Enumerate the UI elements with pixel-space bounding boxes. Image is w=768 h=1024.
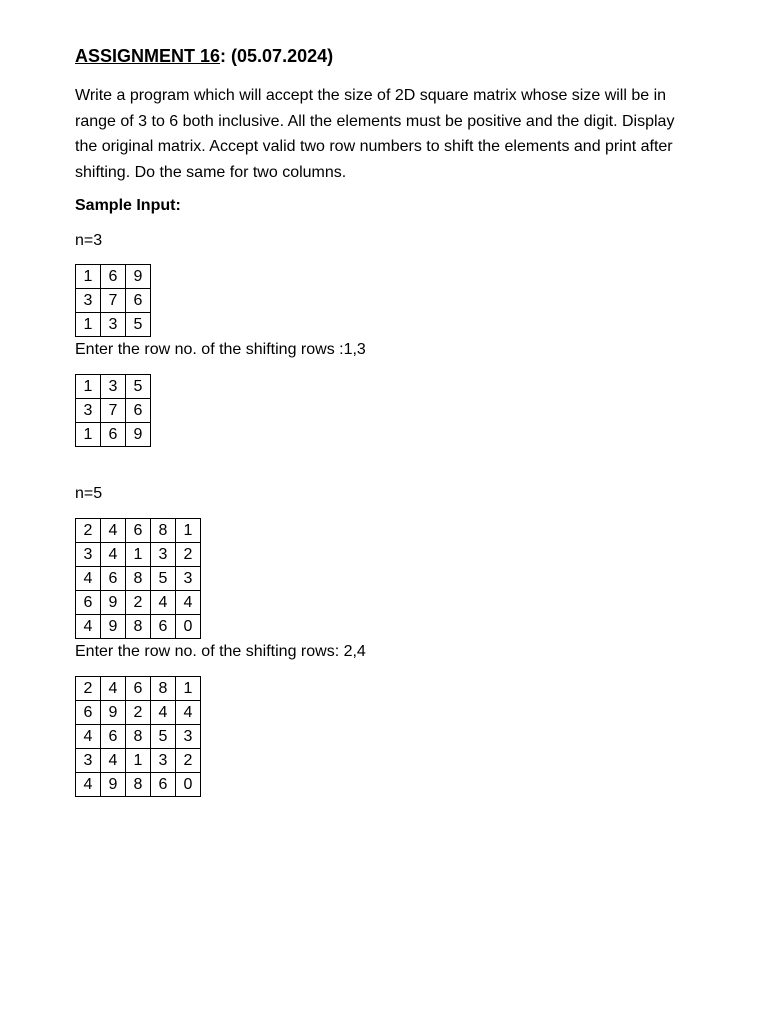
matrix-row xyxy=(76,773,201,797)
matrix-row xyxy=(76,313,151,337)
matrix-cell: 4 xyxy=(76,773,101,797)
matrix-row xyxy=(76,677,201,701)
matrix-cell: 3 xyxy=(101,313,126,337)
matrix-cell: 3 xyxy=(176,725,201,749)
matrix-cell: 3 xyxy=(176,567,201,591)
matrix-cell: 1 xyxy=(76,313,101,337)
assignment-title xyxy=(75,46,333,67)
matrix-cell: 2 xyxy=(176,543,201,567)
matrix-cell: 3 xyxy=(151,749,176,773)
matrix-cell: 6 xyxy=(101,725,126,749)
matrix-cell: 6 xyxy=(151,615,176,639)
matrix-cell: 9 xyxy=(126,423,151,447)
example1-shifted-matrix xyxy=(75,374,151,447)
example2-shift-prompt: Enter the row no. of the shifting rows: 2,4 xyxy=(75,643,366,660)
matrix-cell: 1 xyxy=(126,749,151,773)
matrix-cell: 3 xyxy=(76,543,101,567)
matrix-cell: 2 xyxy=(76,519,101,543)
matrix-cell: 3 xyxy=(101,375,126,399)
matrix-cell: 8 xyxy=(126,773,151,797)
matrix-cell: 4 xyxy=(151,591,176,615)
matrix-cell: 8 xyxy=(126,567,151,591)
matrix-cell: 5 xyxy=(151,567,176,591)
matrix-cell: 4 xyxy=(76,725,101,749)
matrix-cell: 2 xyxy=(126,701,151,725)
matrix-cell: 9 xyxy=(101,591,126,615)
matrix-cell: 4 xyxy=(101,543,126,567)
matrix-cell: 3 xyxy=(76,749,101,773)
matrix-row xyxy=(76,519,201,543)
example1-shift-prompt: Enter the row no. of the shifting rows :1,3 xyxy=(75,341,366,358)
example1-n-label: n=3 xyxy=(75,232,103,249)
matrix-row xyxy=(76,725,201,749)
matrix-cell: 4 xyxy=(151,701,176,725)
matrix-cell: 3 xyxy=(76,399,101,423)
matrix-cell: 6 xyxy=(126,289,151,313)
matrix-cell: 6 xyxy=(76,591,101,615)
assignment-title-date: : (05.07.2024) xyxy=(220,46,334,66)
matrix-cell: 6 xyxy=(126,519,151,543)
matrix-cell: 1 xyxy=(176,677,201,701)
matrix-cell: 1 xyxy=(76,265,101,289)
example2-original-matrix xyxy=(75,518,201,639)
matrix-cell: 9 xyxy=(101,773,126,797)
matrix-row xyxy=(76,265,151,289)
matrix-cell: 4 xyxy=(101,677,126,701)
matrix-row xyxy=(76,423,151,447)
matrix-cell: 4 xyxy=(76,615,101,639)
matrix-cell: 1 xyxy=(176,519,201,543)
matrix-cell: 2 xyxy=(126,591,151,615)
matrix-cell: 4 xyxy=(101,749,126,773)
sample-input-label: Sample Input: xyxy=(75,197,181,214)
matrix-cell: 8 xyxy=(151,519,176,543)
matrix-cell: 2 xyxy=(176,749,201,773)
matrix-row xyxy=(76,701,201,725)
matrix-cell: 6 xyxy=(126,399,151,423)
matrix-cell: 3 xyxy=(76,289,101,313)
assignment-title-number: ASSIGNMENT 16 xyxy=(75,46,221,66)
example2-shifted-matrix xyxy=(75,676,201,797)
matrix-cell: 4 xyxy=(176,591,201,615)
matrix-row xyxy=(76,615,201,639)
matrix-row xyxy=(76,289,151,313)
example1-original-matrix xyxy=(75,264,151,337)
matrix-cell: 7 xyxy=(101,399,126,423)
matrix-row xyxy=(76,543,201,567)
matrix-row xyxy=(76,749,201,773)
matrix-cell: 3 xyxy=(151,543,176,567)
matrix-cell: 1 xyxy=(76,423,101,447)
matrix-cell: 9 xyxy=(101,701,126,725)
matrix-cell: 5 xyxy=(126,313,151,337)
matrix-cell: 8 xyxy=(126,615,151,639)
matrix-cell: 8 xyxy=(126,725,151,749)
matrix-cell: 5 xyxy=(126,375,151,399)
matrix-cell: 9 xyxy=(126,265,151,289)
matrix-cell: 1 xyxy=(76,375,101,399)
matrix-row xyxy=(76,567,201,591)
example2-n-label: n=5 xyxy=(75,485,103,502)
matrix-cell: 6 xyxy=(76,701,101,725)
matrix-cell: 0 xyxy=(176,615,201,639)
matrix-cell: 6 xyxy=(101,567,126,591)
problem-description: Write a program which will accept the size of 2D square matrix whose size will be in range of 3 to 6 both inclusive. All the elements must be positive and the digit. Display the original matrix. Accept valid two row numbers to shift the elements and print after shifting. Do the same for two columns. xyxy=(75,87,675,181)
matrix-cell: 8 xyxy=(151,677,176,701)
matrix-cell: 4 xyxy=(76,567,101,591)
matrix-cell: 2 xyxy=(76,677,101,701)
matrix-cell: 0 xyxy=(176,773,201,797)
matrix-cell: 4 xyxy=(101,519,126,543)
matrix-row xyxy=(76,375,151,399)
matrix-row xyxy=(76,399,151,423)
matrix-row xyxy=(76,591,201,615)
matrix-cell: 9 xyxy=(101,615,126,639)
matrix-cell: 6 xyxy=(101,265,126,289)
matrix-cell: 5 xyxy=(151,725,176,749)
matrix-cell: 1 xyxy=(126,543,151,567)
matrix-cell: 7 xyxy=(101,289,126,313)
matrix-cell: 4 xyxy=(176,701,201,725)
matrix-cell: 6 xyxy=(151,773,176,797)
matrix-cell: 6 xyxy=(101,423,126,447)
matrix-cell: 6 xyxy=(126,677,151,701)
